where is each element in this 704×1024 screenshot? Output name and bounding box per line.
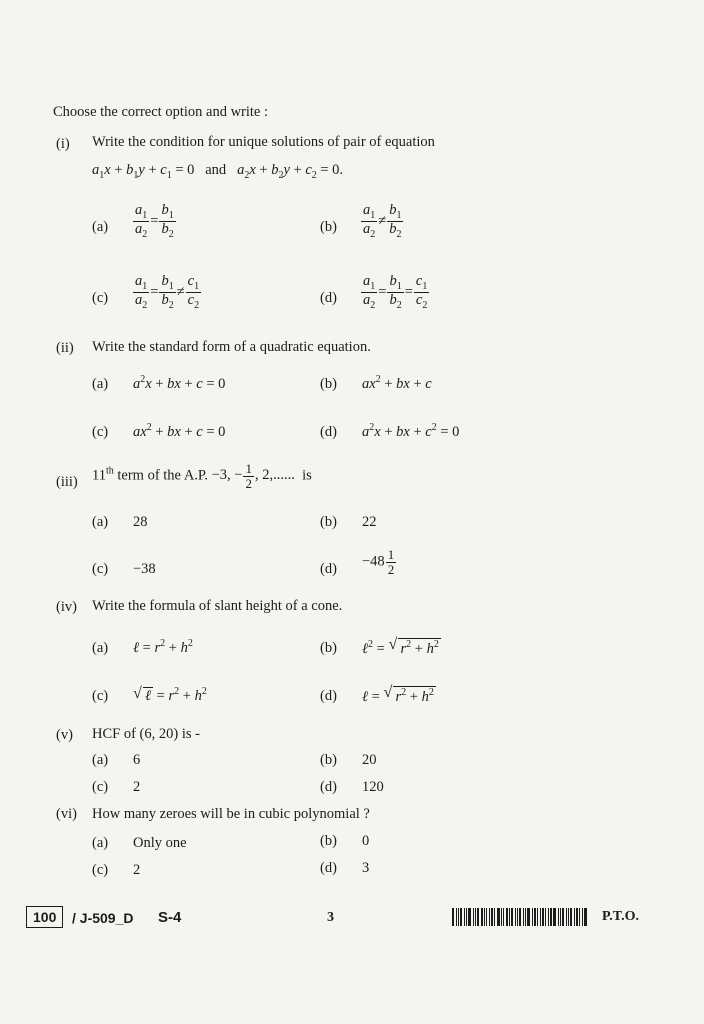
barcode-bar (506, 908, 508, 926)
option-label: (d) (320, 779, 337, 795)
option-label: (a) (92, 640, 109, 656)
barcode-bar (473, 908, 474, 926)
barcode-bar (545, 908, 546, 926)
barcode-bar (584, 908, 587, 926)
option-value: 2 (133, 862, 141, 878)
page-number-box: 100 (26, 906, 63, 928)
question-text: HCF of (6, 20) is - (92, 726, 200, 742)
option-formula: $\frac{a_1}{a_2}$ = $\frac{b_1}{b_2}$ ≠ $\frac{c_1}{c_2}$ (135, 273, 200, 312)
barcode-bar (486, 908, 487, 926)
option-formula: $a^2x$ + bx + $c^2 = 0$ (362, 422, 460, 440)
question-text: Write the condition for unique solutions of pair of equation (92, 134, 435, 150)
barcode-bar (489, 908, 490, 926)
barcode-bar (570, 908, 572, 926)
barcode-bar (553, 908, 556, 926)
barcode-bar (477, 908, 479, 926)
option-formula: $\frac{a_1}{a_2}$ = $\frac{b_1}{b_2}$ = $\frac{c_1}{c_2}$ (363, 273, 428, 312)
option-value: 22 (362, 514, 377, 530)
option-value: 3 (362, 860, 370, 876)
question-number: (iv) (56, 599, 77, 615)
barcode-bar (574, 908, 575, 926)
instruction: Choose the correct option and write : (53, 104, 269, 120)
option-label: (b) (320, 376, 337, 392)
barcode-bar (456, 908, 457, 926)
barcode-bar (568, 908, 569, 926)
question-text-mid: term of the A.P. (117, 467, 208, 484)
barcode-bar (484, 908, 485, 926)
barcode-bar (576, 908, 578, 926)
page-number: 3 (327, 910, 334, 925)
question-text: Write the standard form of a quadratic equation. (92, 339, 371, 355)
option-formula: ℓ$^2$ = √ $r^2 + h^2$ (362, 638, 441, 658)
barcode-bar (497, 908, 500, 926)
barcode-bar (458, 908, 459, 926)
option-label: (a) (92, 752, 109, 768)
option-label: (c) (92, 779, 109, 795)
barcode-bar (491, 908, 493, 926)
barcode-bar (501, 908, 502, 926)
barcode-bar (579, 908, 580, 926)
option-value: 28 (133, 514, 148, 530)
question-number: (vi) (56, 806, 77, 822)
barcode-bar (540, 908, 541, 926)
barcode (452, 908, 588, 926)
option-formula: $\frac{a_1}{a_2}$ = $\frac{b_1}{b_2}$ (135, 202, 174, 241)
barcode-bar (464, 908, 465, 926)
option-label: (d) (320, 424, 337, 440)
barcode-bar (550, 908, 552, 926)
question-text: Write the formula of slant height of a cone. (92, 598, 343, 614)
barcode-bar (582, 908, 583, 926)
barcode-bar (560, 908, 561, 926)
option-value: Only one (133, 835, 187, 851)
barcode-bar (519, 908, 521, 926)
barcode-bar (481, 908, 483, 926)
barcode-bar (542, 908, 544, 926)
option-formula: $\frac{a_1}{a_2}$ ≠ $\frac{b_1}{b_2}$ (363, 202, 402, 241)
option-label: (c) (92, 862, 109, 878)
option-label: (c) (92, 561, 109, 577)
question-number: (i) (56, 136, 70, 152)
barcode-bar (562, 908, 564, 926)
barcode-bar (475, 908, 476, 926)
option-label: (d) (320, 688, 337, 704)
option-value: 6 (133, 752, 141, 768)
barcode-bar (517, 908, 518, 926)
option-value: 0 (362, 833, 370, 849)
barcode-bar (466, 908, 467, 926)
barcode-bar (503, 908, 504, 926)
barcode-bar (494, 908, 495, 926)
term-suffix: th (105, 465, 114, 477)
question-number: (iii) (56, 474, 78, 490)
option-label: (b) (320, 833, 337, 849)
equation-joiner: and (205, 162, 227, 178)
barcode-bar (511, 908, 513, 926)
option-formula: ℓ = √ $r^2 + h^2$ (362, 686, 436, 706)
option-label: (b) (320, 640, 337, 656)
question-number: (ii) (56, 340, 74, 356)
question-number: (v) (56, 727, 73, 743)
option-value: −38 (133, 561, 156, 577)
barcode-bar (468, 908, 471, 926)
barcode-bar (566, 908, 567, 926)
paper-set: S-4 (158, 909, 182, 926)
barcode-bar (509, 908, 510, 926)
barcode-bar (548, 908, 549, 926)
option-formula: √ ℓ = $r^2 + h^2$ (133, 686, 207, 705)
option-label: (d) (320, 290, 337, 306)
term-number: 11 (92, 467, 106, 484)
question-text-post: is (302, 467, 312, 484)
barcode-bar (525, 908, 526, 926)
option-label: (d) (320, 860, 337, 876)
option-label: (c) (92, 290, 109, 306)
barcode-bar (523, 908, 524, 926)
option-label: (a) (92, 514, 109, 530)
option-formula: $a^2x$ + bx + c = 0 (133, 374, 226, 392)
option-value: 120 (362, 779, 384, 795)
equation-pair: $a_1x + b_1y + c_1 = 0$ and $a_2x + b_2y + c_2 = 0$. (92, 162, 344, 181)
question-text: How many zeroes will be in cubic polynomial ? (92, 806, 370, 822)
pto-label: P.T.O. (602, 909, 639, 924)
option-value: −48 $\frac{1}{2}$ (362, 547, 395, 577)
barcode-bar (460, 908, 462, 926)
option-formula: $ax^2$ + bx + c (362, 374, 432, 392)
barcode-bar (452, 908, 454, 926)
option-value: 2 (133, 779, 141, 795)
barcode-bar (532, 908, 533, 926)
option-label: (d) (320, 561, 337, 577)
option-label: (b) (320, 514, 337, 530)
barcode-bar (558, 908, 559, 926)
option-label: (a) (92, 835, 109, 851)
question-text: 11th term of the A.P. −3, − $\frac{1}{2}$ , 2,...... is (92, 461, 312, 491)
option-label: (b) (320, 752, 337, 768)
option-label: (b) (320, 219, 337, 235)
barcode-bar (527, 908, 530, 926)
barcode-bar (515, 908, 516, 926)
barcode-bar (537, 908, 538, 926)
option-formula: ℓ = $r^2 + h^2$ (133, 638, 193, 656)
option-label: (c) (92, 688, 109, 704)
barcode-bar (534, 908, 536, 926)
option-label: (a) (92, 219, 109, 235)
option-label: (a) (92, 376, 109, 392)
option-label: (c) (92, 424, 109, 440)
option-formula: $ax^2$ + bx + c = 0 (133, 422, 226, 440)
paper-code: / J-509_D (72, 910, 134, 926)
option-value: 20 (362, 752, 377, 768)
